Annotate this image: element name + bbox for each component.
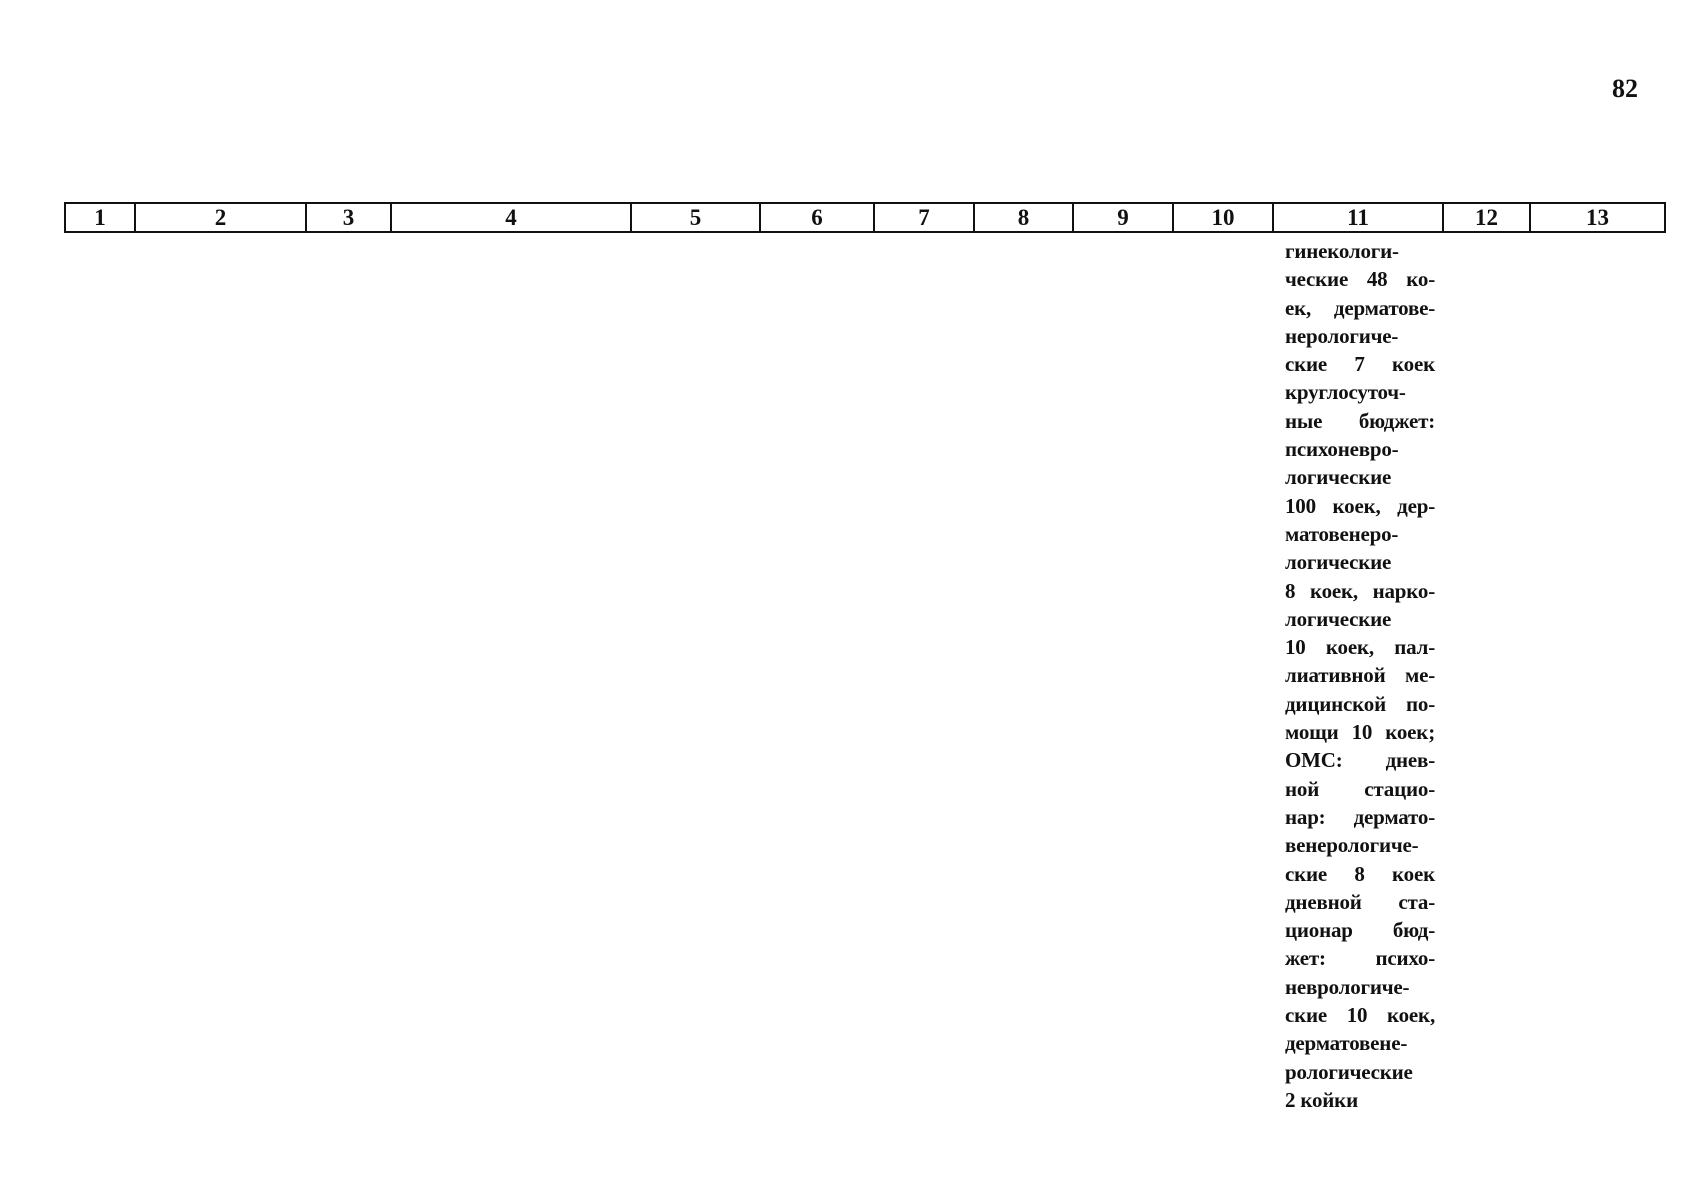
text-line: 10 коек, пал- (1285, 635, 1435, 660)
text-line: ские 10 коек, (1285, 1003, 1435, 1028)
column-header-1: 1 (65, 203, 135, 232)
text-line: логические (1285, 606, 1392, 631)
column-header-5: 5 (631, 203, 760, 232)
text-line: 2 койки (1285, 1087, 1358, 1112)
text-line: венерологиче- (1285, 833, 1419, 858)
text-line: нар: дермато- (1285, 804, 1435, 829)
column-header-8: 8 (974, 203, 1073, 232)
column-header-12: 12 (1443, 203, 1530, 232)
text-line: ные бюджет: (1285, 408, 1435, 433)
column-header-11: 11 (1273, 203, 1443, 232)
text-line: ские 8 коек (1285, 861, 1435, 886)
column-header-9: 9 (1073, 203, 1173, 232)
text-line: дерматовене- (1285, 1031, 1408, 1056)
text-line: дицинской по- (1285, 691, 1435, 716)
text-line: ной стацио- (1285, 776, 1435, 801)
header-row (65, 203, 1665, 232)
column-header-13: 13 (1530, 203, 1665, 232)
text-line: ские 7 коек (1285, 352, 1435, 377)
text-line: дневной ста- (1285, 889, 1435, 914)
text-line: рологические (1285, 1059, 1413, 1084)
text-line: ционар бюд- (1285, 918, 1435, 943)
text-line: ческие 48 ко- (1285, 267, 1435, 292)
column-number-header (64, 202, 1666, 233)
text-line: ек, дерматове- (1285, 295, 1435, 320)
text-line: мощи 10 коек; (1285, 720, 1435, 745)
text-line: 8 коек, нарко- (1285, 578, 1435, 603)
column-header-3: 3 (306, 203, 391, 232)
text-line: логические (1285, 465, 1392, 490)
text-line: матовенеро- (1285, 521, 1399, 546)
column-header-6: 6 (760, 203, 874, 232)
column-header-4: 4 (391, 203, 631, 232)
text-line: неврологиче- (1285, 974, 1410, 999)
page-number: 82 (1612, 74, 1638, 103)
text-line: жет: психо- (1285, 946, 1435, 971)
text-line: нерологиче- (1285, 323, 1399, 348)
column-header-2: 2 (135, 203, 306, 232)
column-header-10: 10 (1173, 203, 1273, 232)
text-line: круглосуточ- (1285, 380, 1406, 405)
text-line: логические (1285, 550, 1392, 575)
text-line: лиативной ме- (1285, 663, 1435, 688)
text-line: психоневро- (1285, 437, 1399, 462)
column-11-cell-text (1285, 237, 1435, 1114)
text-line: гинекологи- (1285, 239, 1399, 263)
column-header-7: 7 (874, 203, 974, 232)
text-line: 100 коек, дер- (1285, 493, 1435, 518)
text-line: ОМС: днев- (1285, 748, 1435, 773)
